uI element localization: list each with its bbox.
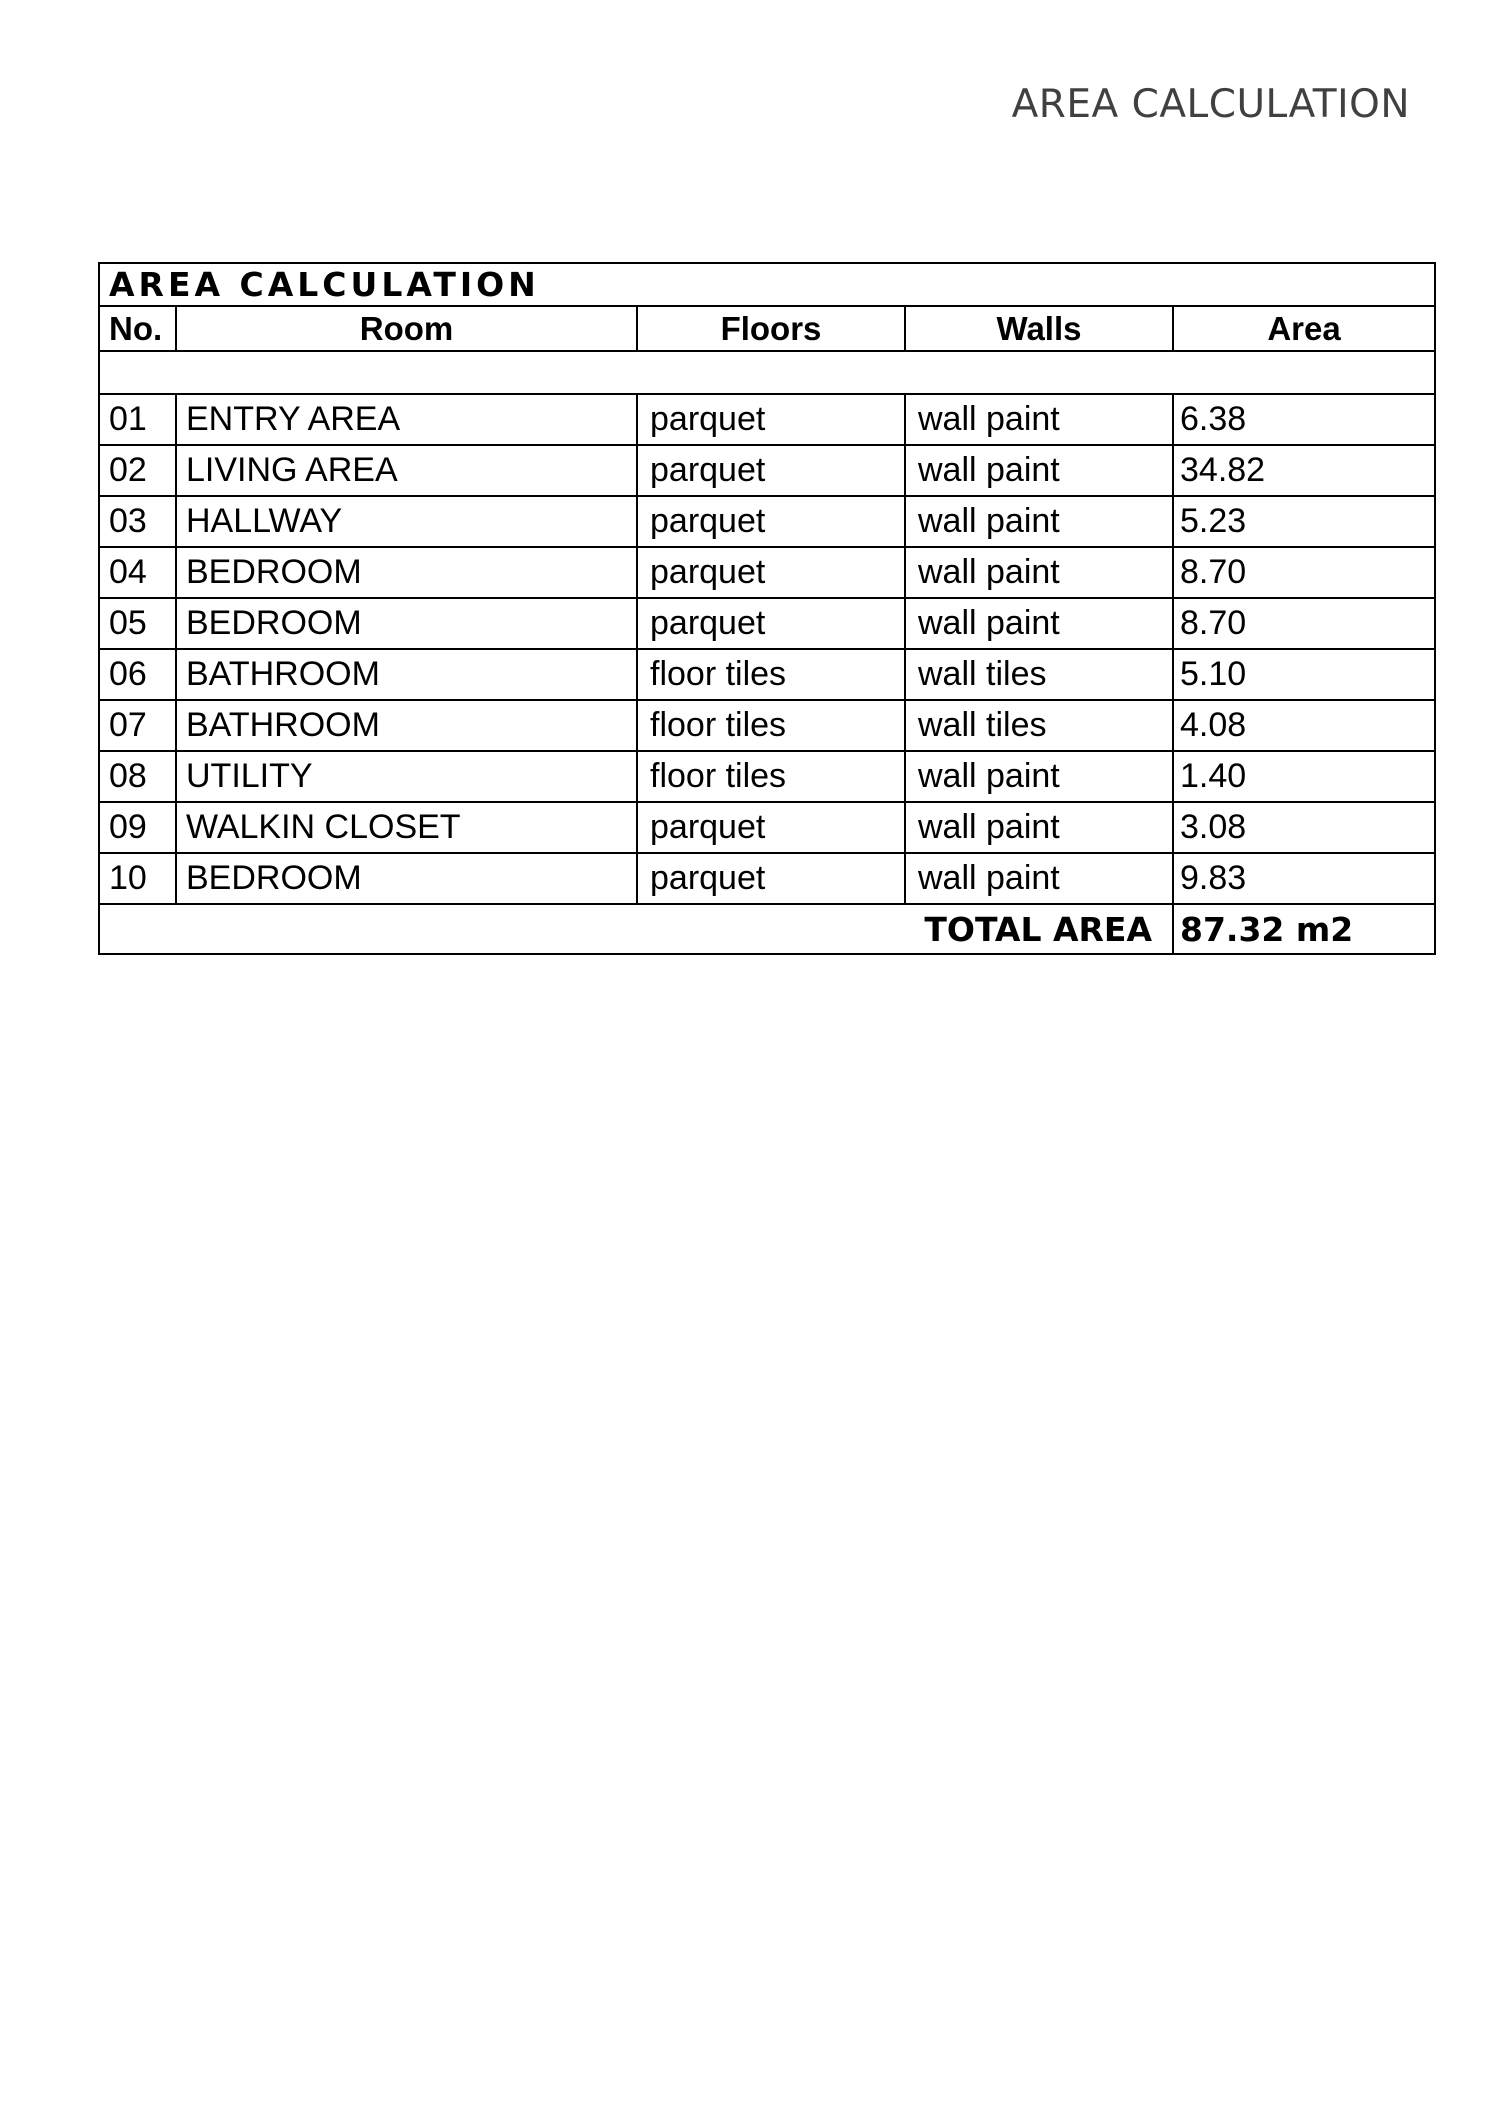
cell-walls: wall paint bbox=[905, 802, 1173, 853]
table-row bbox=[99, 547, 1435, 598]
cell-floors: parquet bbox=[637, 802, 905, 853]
area-calculation-table bbox=[98, 262, 1436, 955]
cell-floors: parquet bbox=[637, 394, 905, 445]
cell-room: HALLWAY bbox=[176, 496, 637, 547]
cell-no: 05 bbox=[99, 598, 176, 649]
cell-walls: wall paint bbox=[905, 445, 1173, 496]
table-row bbox=[99, 649, 1435, 700]
column-header-no: No. bbox=[99, 306, 176, 351]
cell-walls: wall paint bbox=[905, 394, 1173, 445]
cell-room: BATHROOM bbox=[176, 649, 637, 700]
cell-no: 04 bbox=[99, 547, 176, 598]
cell-room: LIVING AREA bbox=[176, 445, 637, 496]
cell-area: 6.38 bbox=[1173, 394, 1435, 445]
cell-area: 8.70 bbox=[1173, 547, 1435, 598]
cell-no: 10 bbox=[99, 853, 176, 904]
cell-floors: parquet bbox=[637, 496, 905, 547]
cell-walls: wall paint bbox=[905, 496, 1173, 547]
cell-no: 08 bbox=[99, 751, 176, 802]
cell-no: 03 bbox=[99, 496, 176, 547]
cell-room: BEDROOM bbox=[176, 547, 637, 598]
cell-area: 34.82 bbox=[1173, 445, 1435, 496]
cell-floors: floor tiles bbox=[637, 751, 905, 802]
cell-room: UTILITY bbox=[176, 751, 637, 802]
column-header-room: Room bbox=[176, 306, 637, 351]
cell-floors: floor tiles bbox=[637, 700, 905, 751]
cell-area: 1.40 bbox=[1173, 751, 1435, 802]
table-spacer-row bbox=[99, 351, 1435, 394]
cell-room: WALKIN CLOSET bbox=[176, 802, 637, 853]
cell-floors: parquet bbox=[637, 547, 905, 598]
table-total-row bbox=[99, 904, 1435, 954]
cell-floors: floor tiles bbox=[637, 649, 905, 700]
total-area-label: TOTAL AREA bbox=[99, 904, 1173, 954]
cell-no: 09 bbox=[99, 802, 176, 853]
cell-room: ENTRY AREA bbox=[176, 394, 637, 445]
column-header-floors: Floors bbox=[637, 306, 905, 351]
cell-room: BATHROOM bbox=[176, 700, 637, 751]
cell-walls: wall tiles bbox=[905, 700, 1173, 751]
total-area-value: 87.32 m2 bbox=[1173, 904, 1435, 954]
spacer-cell bbox=[99, 351, 1435, 394]
table-row bbox=[99, 853, 1435, 904]
cell-walls: wall paint bbox=[905, 751, 1173, 802]
table-row bbox=[99, 751, 1435, 802]
table-row bbox=[99, 496, 1435, 547]
cell-no: 07 bbox=[99, 700, 176, 751]
cell-walls: wall paint bbox=[905, 547, 1173, 598]
table-header-row bbox=[99, 306, 1435, 351]
cell-room: BEDROOM bbox=[176, 598, 637, 649]
page-header: AREA CALCULATION bbox=[1011, 82, 1410, 127]
table-row bbox=[99, 394, 1435, 445]
cell-area: 5.23 bbox=[1173, 496, 1435, 547]
cell-walls: wall paint bbox=[905, 853, 1173, 904]
cell-floors: parquet bbox=[637, 598, 905, 649]
cell-walls: wall tiles bbox=[905, 649, 1173, 700]
cell-no: 06 bbox=[99, 649, 176, 700]
table-row bbox=[99, 802, 1435, 853]
column-header-walls: Walls bbox=[905, 306, 1173, 351]
cell-area: 5.10 bbox=[1173, 649, 1435, 700]
cell-no: 02 bbox=[99, 445, 176, 496]
column-header-area: Area bbox=[1173, 306, 1435, 351]
table-title-row bbox=[99, 263, 1435, 306]
cell-area: 3.08 bbox=[1173, 802, 1435, 853]
cell-area: 8.70 bbox=[1173, 598, 1435, 649]
cell-area: 9.83 bbox=[1173, 853, 1435, 904]
table-row bbox=[99, 700, 1435, 751]
cell-floors: parquet bbox=[637, 853, 905, 904]
cell-area: 4.08 bbox=[1173, 700, 1435, 751]
cell-no: 01 bbox=[99, 394, 176, 445]
cell-room: BEDROOM bbox=[176, 853, 637, 904]
table-row bbox=[99, 598, 1435, 649]
table-title: AREA CALCULATION bbox=[99, 263, 1435, 306]
cell-walls: wall paint bbox=[905, 598, 1173, 649]
cell-floors: parquet bbox=[637, 445, 905, 496]
table-row bbox=[99, 445, 1435, 496]
